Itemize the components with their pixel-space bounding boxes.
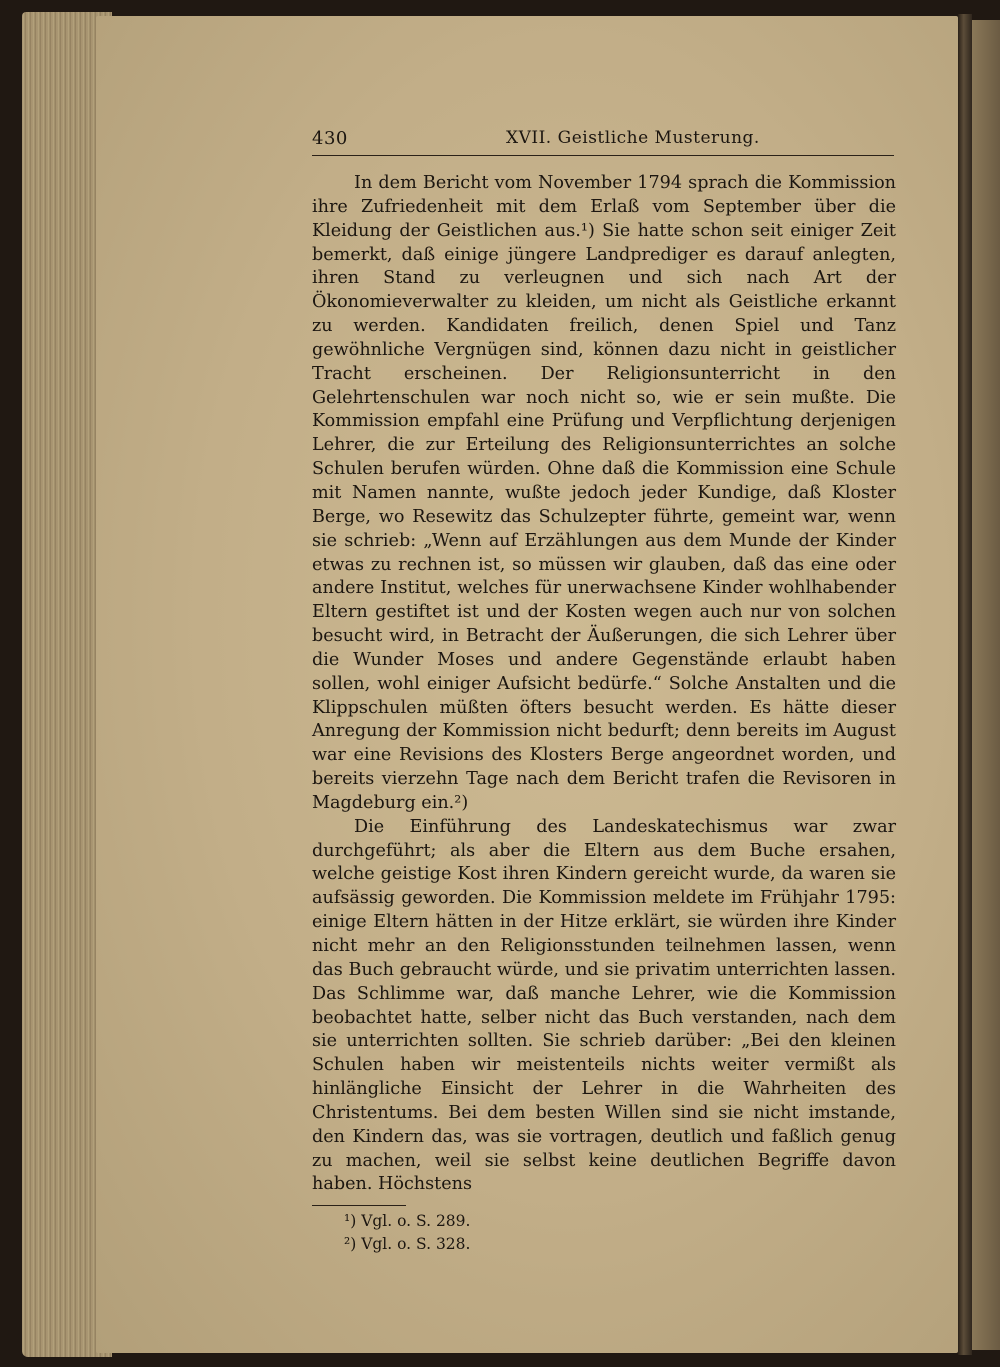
book-gutter [958,14,972,1355]
text-block [312,122,896,1256]
footnote-rule [312,1205,406,1206]
paragraph: In dem Bericht vom November 1794 sprach die Kommission ihre Zufriedenheit mit dem Erlaß vom September über die Kleidung der Geistlichen aus.¹) Sie hatte schon seit einiger Zeit bemerkt, daß einige jüngere Landprediger es darauf anlegten, ihren Stand zu verleugnen und sich nach Art der Ökonomieverwalter zu kleiden, um nicht als Geistliche erkannt zu werden. Kandidaten freilich, denen Spiel und Tanz gewöhnliche Vergnügen sind, können dazu nicht in geistlicher Tracht erscheinen. Der Religionsunterricht in den Gelehrtenschulen war noch nicht so, wie er sein mußte. Die Kommission empfahl eine Prüfung und Verpflichtung derjenigen Lehrer, die zur Erteilung des Religionsunterrichtes an solche Schulen berufen würden. Ohne daß die Kommission eine Schule mit Namen nannte, wußte jedoch jeder Kundige, daß Kloster Berge, wo Resewitz das Schulzepter führte, gemeint war, wenn sie schrieb: „Wenn auf Erzählungen aus dem Munde der Kinder etwas zu rechnen ist, so müssen wir glauben, daß das eine oder andere Institut, welches für unerwachsene Kinder wohlhabender Eltern gestiftet ist und der Kosten wegen auch nur von solchen besucht wird, in Betracht der Äußerungen, die sich Lehrer über die Wunder Moses und andere Gegenstände erlaubt haben sollen, wohl einiger Aufsicht bedürfe.“ Solche Anstalten und die Klippschulen müßten öfters besucht werden. Es hätte dieser Anregung der Kommission nicht bedurft; denn bereits im August war eine Revisions des Klosters Berge angeordnet worden, und bereits vierzehn Tage nach dem Bericht trafen die Revisoren in Magdeburg ein.²) [312,173,896,813]
footnotes [312,1210,896,1256]
footnote: ²) Vgl. o. S. 328. [344,1235,471,1254]
paragraph: Die Einführung des Landeskatechismus war zwar durchgeführt; als aber die Eltern aus dem Buche ersahen, welche geistige Kost ihren Kindern gereicht wurde, da waren sie aufsässig geworden. Die Kommission meldete im Frühjahr 1795: einige Eltern hätten in der Hitze erklärt, sie würden ihre Kinder nicht mehr an den Religionsstunden teilnehmen lassen, wenn das Buch gebraucht würde, und sie privatim unterrichten lassen. Das Schlimme war, daß manche Lehrer, wie die Kommission beobachtet hatte, selber nicht das Buch verstanden, nach dem sie unterrichten sollten. Sie schrieb darüber: „Bei den kleinen Schulen haben wir meistenteils nichts weiter vermißt als hinlängliche Einsicht der Lehrer in die Wahrheiten des Christentums. Bei dem besten Willen sind sie nicht imstande, den Kindern das, was sie vortragen, deutlich und faßlich genug zu machen, weil sie selbst keine deutlichen Begriffe davon haben. Höchstens [312,816,896,1195]
footnote: ¹) Vgl. o. S. 289. [344,1212,471,1231]
facing-page-edge [972,20,1000,1350]
running-head: XVII. Geistliche Musterung. [506,128,760,148]
body-text [312,172,896,1197]
header-rule [312,155,894,156]
page-number: 430 [312,128,348,149]
page-header [312,122,896,152]
